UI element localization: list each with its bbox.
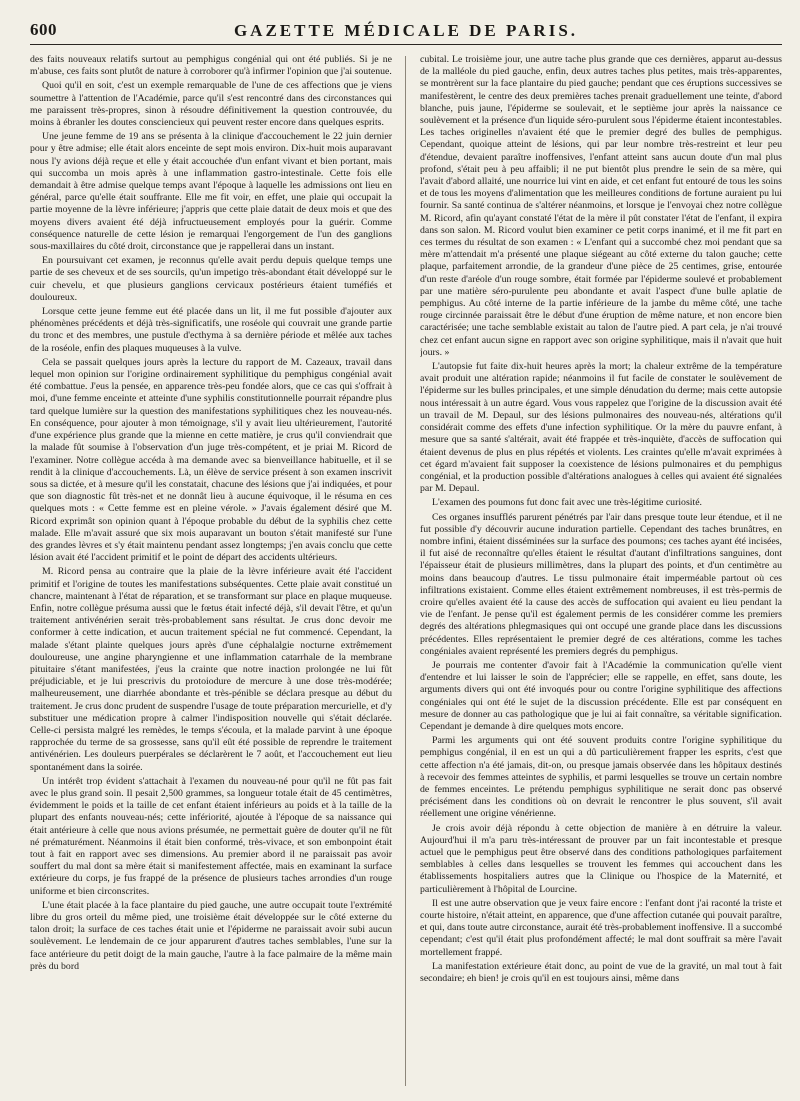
paragraph: Ces organes insufflés parurent pénétrés par l'air dans presque toute leur étendue, et il ne fut possible d'y découvrir aucune induration partielle. Cependant des taches brunâtres, en nombre infini, étaient disséminées sur la surface des poumons; ces taches ayant été incisées, il fut aisé de reconnaître qu'elles étaient le résultat d'autant d'infiltrations sanguines, dont l'épaisseur était de plusieurs millimètres, dans la plupart des points, et d'un centimètre au moins dans beaucoup d'autres. Le tissu pulmonaire était imperméable partout où ces infiltrations existaient. Comme elles étaient extrêmement nombreuses, il est très-permis de croire qu'elles avaient été la cause des accès de suffocation qui avaient eu lieu pendant la vie de l'enfant. Je pense qu'il est également permis de les considérer comme les premiers degrés des altérations phlegmasiques qui ont occupé une grande place dans les discussions précédentes. Elles représentaient le premier degré de ces altérations, comme les taches congéniales avaient représenté les premiers degrés du pemphigus. — [420, 511, 782, 657]
page-number: 600 — [30, 20, 57, 39]
paragraph: Il est une autre observation que je veux faire encore : l'enfant dont j'ai raconté la triste et courte histoire, n'était atteint, en apparence, que d'une affection cutanée qui pouvait paraître, et qui, dans toute autre circonstance, aurait été très-probablement inoffensive. Il a succombé cependant; c'est qu'il était plus profondément affecté; le mal dont souffrait sa mère l'avait mortellement frappé. — [420, 897, 782, 958]
paragraph: Quoi qu'il en soit, c'est un exemple remarquable de l'une de ces affections que je viens soumettre à l'attention de l'Académie, parce qu'il s'est rencontré dans des circonstances qui me paraissent très-propres, sinon à résoudre définitivement la question controuvée, du moins à ébranler les doutes consciencieux qui peuvent rester encore dans quelques esprits. — [30, 80, 392, 129]
paragraph: L'une était placée à la face plantaire du pied gauche, une autre occupait toute l'extrémité libre du gros orteil du même pied, une troisième était développée sur le côté externe du talon droit; la surface de ces taches était unie et l'épiderme ne paraissait avoir subi aucun soulèvement. Le lendemain de ce jour apparurent d'autres taches semblables, l'une sur la face antérieure du petit doigt de la main gauche, l'autre à la face palmaire de la même main près du bord — [30, 899, 392, 972]
paragraph: Cela se passait quelques jours après la lecture du rapport de M. Cazeaux, travail dans lequel mon opinion sur l'origine ordinairement syphilitique du pemphigus congénial avait été combattue. J'eus la pensée, en apparence très-peu fondée alors, que ce cas qui s'offrait à moi, d'une femme enceinte et atteinte d'une syphilis constitutionnelle pourrait répandre plus tard quelque lumière sur la question des manifestations syphilitiques chez les nouveau-nés. En conséquence, pour ajouter à mon témoignage, s'il y avait lieu ultérieurement, l'autorité d'une expérience plus grande que la mienne en cette matière, je crus qu'il conviendrait que la malade fût soumise à l'observation d'un juge très-compétent, et je priai M. Ricord de l'examiner. Notre collègue accéda à ma demande avec sa bienveillance habituelle, et il se rendit à la clinique d'accouchements. Là, un élève de service présent à son examen inscrivit sous sa dictée, et à mesure qu'il les constatait, chacune des lésions que j'ai indiquées, et pour que son diagnostic fût très-net et ne donnât lieu à aucune équivoque, il le résuma en ces quelques mots : « Cette femme est en pleine vérole. » J'avais également désiré que M. Ricord exprimât son opinion quant à l'époque probable du début de la syphilis chez cette malade. Elle m'avait assuré que six mois auparavant un bouton s'était manifesté sur l'une des grandes lèvres et s'y était maintenu pendant assez longtemps; j'en avais conclu que cette lésion avait été l'accident primitif et le point de départ des accidents ultérieurs. — [30, 356, 392, 564]
paragraph: Je pourrais me contenter d'avoir fait à l'Académie la communication qu'elle vient d'entendre et lui laisser le soin de l'apprécier; elle se rappelle, en effet, sans doute, les arguments divers qui ont été invoqués pour ou contre l'origine syphilitique des affections congéniales qui ont été le sujet de la discussion précédente. Elle est par conséquent en mesure de donner au cas pathologique que je lui ai fait connaître, sa véritable signification. Cependant je demande à dire quelques mots encore. — [420, 659, 782, 732]
right-column — [420, 54, 782, 1094]
paragraph: M. Ricord pensa au contraire que la plaie de la lèvre inférieure avait été l'accident primitif et l'origine de toutes les manifestations subséquentes. Cette plaie avait constitué un chancre, maintenant à l'état de réparation, et se transformant sur place en plaque muqueuse. Enfin, notre collègue présuma aussi que le fœtus était infecté déjà, s'il devait l'être, et qu'un traitement antivénérien serait très-probablement sans résultat. Je crus donc devoir me conformer à cette indication, et aucun traitement spécial ne fut commencé. Cependant, la malade s'étant plainte quelques jours après d'une céphalalgie nocturne extrêmement douloureuse, une angine pharyngienne et une inflammation catarrhale de la membrane pituitaire s'étant manifestées, j'eus la crainte que notre inaction prolongée ne lui fût préjudiciable, et je lui prescrivis du protoiodure de mercure à une dose très-modérée; malheureusement, une diarrhée abondante et très-pénible se déclara presque au début du traitement. Je crus donc prudent de suspendre l'usage de toute préparation mercurielle, et d'y substituer une médication propre à calmer l'indisposition nouvelle qui s'était déclarée. Celle-ci persista malgré les remèdes, le temps s'écoula, et la malade parvint à une époque rapprochée du terme de sa grossesse, sans qu'il eût été possible de reprendre le traitement antivénérien. Les douleurs puerpérales se déclarèrent le 7 août, et l'accouchement eut lieu spontanément dans la soirée. — [30, 566, 392, 773]
page-header — [30, 20, 782, 45]
paragraph: Lorsque cette jeune femme eut été placée dans un lit, il me fut possible d'ajouter aux phénomènes précédents et déjà très-significatifs, une roséole qui couvrait une grande partie du tronc et des membres, une pustule d'ecthyma à sa dernière période et mêlée aux taches de la roséole, enfin des plaques muqueuses à la vulve. — [30, 306, 392, 354]
paragraph: En poursuivant cet examen, je reconnus qu'elle avait perdu depuis quelque temps une partie de ses cheveux et de ses sourcils, qu'un impetigo très-abondant était développé sur le cuir chevelu, et que plusieurs ganglions cervicaux postérieurs étaient tuméfiés et douloureux. — [30, 255, 392, 303]
column-divider — [405, 56, 406, 1086]
left-column — [30, 54, 392, 1094]
paragraph: L'examen des poumons fut donc fait avec une très-légitime curiosité. — [432, 497, 703, 509]
paragraph: Un intérêt trop évident s'attachait à l'examen du nouveau-né pour qu'il ne fût pas fait avec le plus grand soin. Il pesait 2,500 grammes, sa longueur totale était de 45 centimètres, évidemment le poids et la taille de cet enfant étaient inférieurs au poids et à la taille de la plupart des enfants nouveau-nés; cette infériorité, ajoutée à l'époque de sa naissance qui était antérieure à celle que nous avions présumée, ne permettait guère de douter qu'il ne fût né prématurément. Néanmoins il était bien conformé, très-vivace, et son embonpoint était tout à fait en rapport avec ses dimensions. Au premier abord il ne paraissait pas avoir souffert du mal dont sa mère était si manifestement affectée, mais en examinant la surface extérieure du corps, je fus frappé de la présence de plusieurs taches arrondies d'un rouge uniforme et bien circonscrites. — [30, 775, 392, 897]
journal-title: GAZETTE MÉDICALE DE PARIS. — [233, 21, 579, 40]
paragraph: Une jeune femme de 19 ans se présenta à la clinique d'accouchement le 22 juin dernier pour y être admise; elle était alors enceinte de sept mois environ. Dix-huit mois auparavant nous l'y avions déjà reçue et elle y était accouchée d'un enfant vivant et bien portant, mais qui succomba un mois après à une inflammation gastro-intestinale. Cette fois elle demandait à être admise quelque temps avant l'époque à laquelle les admissions ont lieu en général, parce qu'elle était souffrante. Elle me fit voir, en effet, une plaie qui occupait la partie moyenne de la lèvre inférieure; j'appris que cette plaie datait de deux mois et que des moyens divers avaient été déjà infructueusement employés pour la guérir. Comme conséquence naturelle de cette lésion je remarquai l'engorgement de l'un des ganglions sous-maxillaires du côté droit, circonstance que je rappellerai dans un instant. — [30, 131, 392, 253]
paragraph: Parmi les arguments qui ont été souvent produits contre l'origine syphilitique du pemphigus congénial, il en est un qui a dû particulièrement frapper les esprits, c'est que cette affection n'a été jamais, dit-on, ou presque jamais observée dans les hôpitaux destinés à recevoir des femmes atteintes de syphilis, et parmi lesquelles se trouve un certain nombre de femmes enceintes. Le prétendu pemphigus syphilitique ne serait donc pas observé précisément dans les conditions où on devrait le rencontrer le plus souvent, s'il avait réellement une origine vénérienne. — [420, 735, 782, 820]
paragraph: des faits nouveaux relatifs surtout au pemphigus congénial qui ont été publiés. Si je ne m'abuse, ces faits sont plutôt de nature à corroborer qu'à infirmer l'opinion que j'ai soutenue. — [30, 54, 392, 78]
paragraph: L'autopsie fut faite dix-huit heures après la mort; la chaleur extrême de la température avait produit une altération rapide; néanmoins il fut facile de constater le soulèvement de l'épiderme sur les bulles principales, et une simple dénudation du derme; mais cette autopsie nous intéressait à un autre égard. Vous vous rappelez que l'origine de la discussion avait été un travail de M. Depaul, sur des lésions pulmonaires des nouveau-nés, altérations qu'il considérait comme des effets d'une infection syphilitique. Or la mère du pauvre enfant, à mesure que sa santé s'altérait, avait été frappée et très-inquiète, d'accès de suffocation qui étaient devenus de plus en plus répétés et violents. Les craintes qu'elle m'avait exprimées à cet égard m'avaient fait supposer la coexistence de lésions pulmonaires et du pemphigus congénial, et la production possible d'altérations analogues à celles qui avaient été signalées par M. Depaul. — [420, 361, 782, 495]
paragraph: cubital. Le troisième jour, une autre tache plus grande que ces dernières, apparut au-dessus de la malléole du pied gauche, enfin, deux autres taches plus petites, mais très-apparentes, se montrèrent sur la face plantaire du pied gauche; pendant que ces éruptions successives se manifestèrent, le centre des deux premières taches prenait graduellement une teinte, d'abord blanche, puis jaune, l'épiderme se soulevait, et le septième jour après la naissance ce soulèvement et la présence d'un liquide séro-purulent sous l'épiderme étaient incontestables. Les taches originelles n'avaient été que le premier degré des bulles de pemphigus. Cependant, quoique atteint de lésions, qui par leur nombre très-restreint et leur peu d'étendue, devaient paraître inoffensives, l'enfant atteint sans aucun doute d'un mal plus profond, s'était peu à peu affaibli; il ne put bientôt plus prendre le sein de sa mère, qui l'avait d'abord allaité, une nourrice lui vint en aide, et cet enfant fut entouré de tous les soins et de tous les moyens d'alimentation que les meilleures conditions de fortune auraient pu lui fournir. Sa santé continua de s'altérer néanmoins, et lorsque je l'envoyai chez notre collègue M. Ricord, afin qu'ayant constaté l'état de la mère il pût constater l'état de l'enfant, il expira dans son salon. M. Ricord voulut bien examiner ce petit corps inanimé, et il me fit part en ces termes du résultat de son examen : « L'enfant qui a succombé chez moi pendant que sa mère m'attendait m'a présenté une plaque siégeant au côté externe du talon gauche; cette plaque, parfaitement arrondie, de la grandeur d'une pièce de 25 centimes, grise, entourée d'un reste d'aréole d'un rouge sombre, était formée par l'épiderme soulevé et probablement par une matière séro-purulente peu abondante et avait l'aspect d'une bulle aplatie de pemphigus. Au côté interne de la partie inférieure de la jambe du même côté, une tache rouge circinnée paraissait être le début d'une éruption de même nature, et non encore bien caractérisée; une tache semblable existait au talon de l'autre pied. A part cela, je n'ai trouvé chez cet enfant aucun signe en rapport avec son origine syphilitique, mais il n'avait que huit jours. » — [420, 54, 782, 358]
paragraph: Je crois avoir déjà répondu à cette objection de manière à en détruire la valeur. Aujourd'hui il m'a paru très-intéressant de prouver par un fait incontestable et presque actuel que le pemphigus peut être observé dans des conditions pathologiques parfaitement semblables à celles dans lesquelles se trouvent les femmes qui accouchent dans les établissements hospitaliers autres que la Clinique ou l'hospice de la Maternité, et particulièrement à l'hôpital de Lourcine. — [420, 822, 782, 895]
paragraph: La manifestation extérieure était donc, au point de vue de la gravité, un mal tout à fait secondaire; eh bien! je crois qu'il en est toujours ainsi, même dans — [420, 960, 782, 985]
